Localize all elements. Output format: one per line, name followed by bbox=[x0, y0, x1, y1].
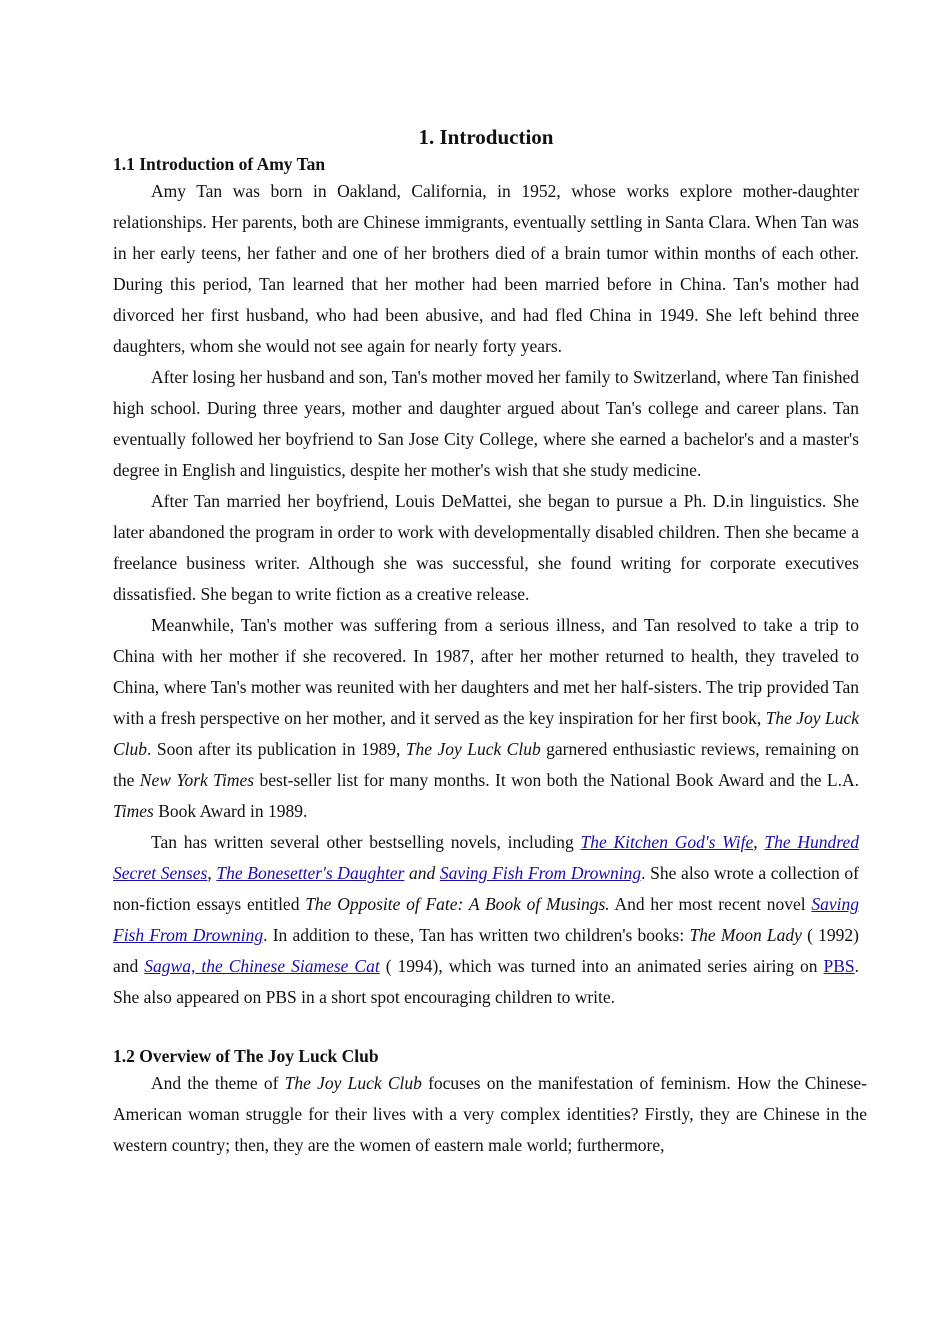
link-kitchen-gods-wife[interactable]: The Kitchen God's Wife bbox=[580, 832, 754, 852]
link-hundred-secret-senses[interactable]: The Hundred Secret Senses bbox=[113, 832, 859, 883]
book-title: The Joy Luck Club bbox=[284, 1073, 422, 1093]
link-saving-fish-recent[interactable]: Saving Fish From Drowning bbox=[113, 894, 859, 945]
section-title-overview: 1.2 Overview of The Joy Luck Club bbox=[113, 1046, 379, 1066]
chapter-heading: 1. Introduction bbox=[418, 125, 554, 149]
paragraph-career: After Tan married her boyfriend, Louis DeMattei, she began to pursue a Ph. D.in linguistics. She later abandoned the program in order to work with developmentally disabled children. Then she became a freelance business writer. Although she was successful, she found writing for corporate executives dissatisfied. She began to write fiction as a creative release. bbox=[113, 491, 859, 604]
section-title-amy-tan: 1.1 Introduction of Amy Tan bbox=[113, 154, 326, 174]
section-spacer bbox=[113, 1013, 859, 1044]
paragraph-theme: And the theme of The Joy Luck Club focuses on the manifestation of feminism. How the Chinese-American woman struggle for their lives with a very complex identities? Firstly, they are Chinese in the western country; then, they are the women of eastern male world; furthermore, bbox=[113, 1073, 867, 1155]
book-title: The Joy Luck Club bbox=[405, 739, 541, 759]
paragraph-birth: Amy Tan was born in Oakland, California, in 1952, whose works explore mother-daughter relationships. Her parents, both are Chinese immigrants, eventually settling in Santa Clara. When Tan was in her early teens, her father and one of her brothers died of a brain tumor within months of each other. During this period, Tan learned that her mother had been married before in China. Tan's mother had divorced her first husband, who had been abusive, and had fled China in 1949. She left behind three daughters, whom she would not see again for nearly forty years. bbox=[113, 181, 859, 356]
book-title: The Joy Luck Club bbox=[113, 708, 859, 759]
link-pbs[interactable]: PBS bbox=[823, 956, 855, 976]
link-sagwa[interactable]: Sagwa, the Chinese Siamese Cat bbox=[144, 956, 380, 976]
link-saving-fish[interactable]: Saving Fish From Drowning bbox=[439, 863, 642, 883]
paragraph-other-works: Tan has written several other bestselling novels, including The Kitchen God's Wife, The Hundred Secret Senses, The Bonesetter's Daughter and Saving Fish From Drowning. She also wrote a collection of non-fiction essays entitled The Opposite of Fate: A Book of Musings. And her most recent novel Saving Fish From Drowning. In addition to these, Tan has written two children's books: The Moon Lady ( 1992) and Sagwa, the Chinese Siamese Cat ( 1994), which was turned into an animated series airing on PBS. She also appeared on PBS in a short spot encouraging children to write. bbox=[113, 832, 860, 1007]
link-bonesetters-daughter[interactable]: The Bonesetter's Daughter bbox=[216, 863, 405, 883]
newspaper-title: New York Times bbox=[139, 770, 255, 790]
book-title: The Moon Lady bbox=[689, 925, 802, 945]
paragraph-education: After losing her husband and son, Tan's mother moved her family to Switzerland, where Tan finished high school. During three years, mother and daughter argued about Tan's college and career plans. Tan eventually followed her boyfriend to San Jose City College, where she earned a bachelor's and a master's degree in English and linguistics, despite her mother's wish that she study medicine. bbox=[113, 367, 859, 480]
book-title: The Opposite of Fate: A Book of Musings. bbox=[305, 894, 610, 914]
paragraph-joy-luck-club: Meanwhile, Tan's mother was suffering from a serious illness, and Tan resolved to take a trip to China with her mother if she recovered. In 1987, after her mother returned to health, they traveled to China, where Tan's mother was reunited with her daughters and met her half-sisters. The trip provided Tan with a fresh perspective on her mother, and it served as the key inspiration for her first book, The Joy Luck Club. Soon after its publication in 1989, The Joy Luck Club garnered enthusiastic reviews, remaining on the New York Times best-seller list for many months. It won both the National Book Award and the L.A. Times Book Award in 1989. bbox=[113, 615, 859, 821]
document-page bbox=[113, 122, 867, 1161]
newspaper-title: Times bbox=[113, 801, 154, 821]
